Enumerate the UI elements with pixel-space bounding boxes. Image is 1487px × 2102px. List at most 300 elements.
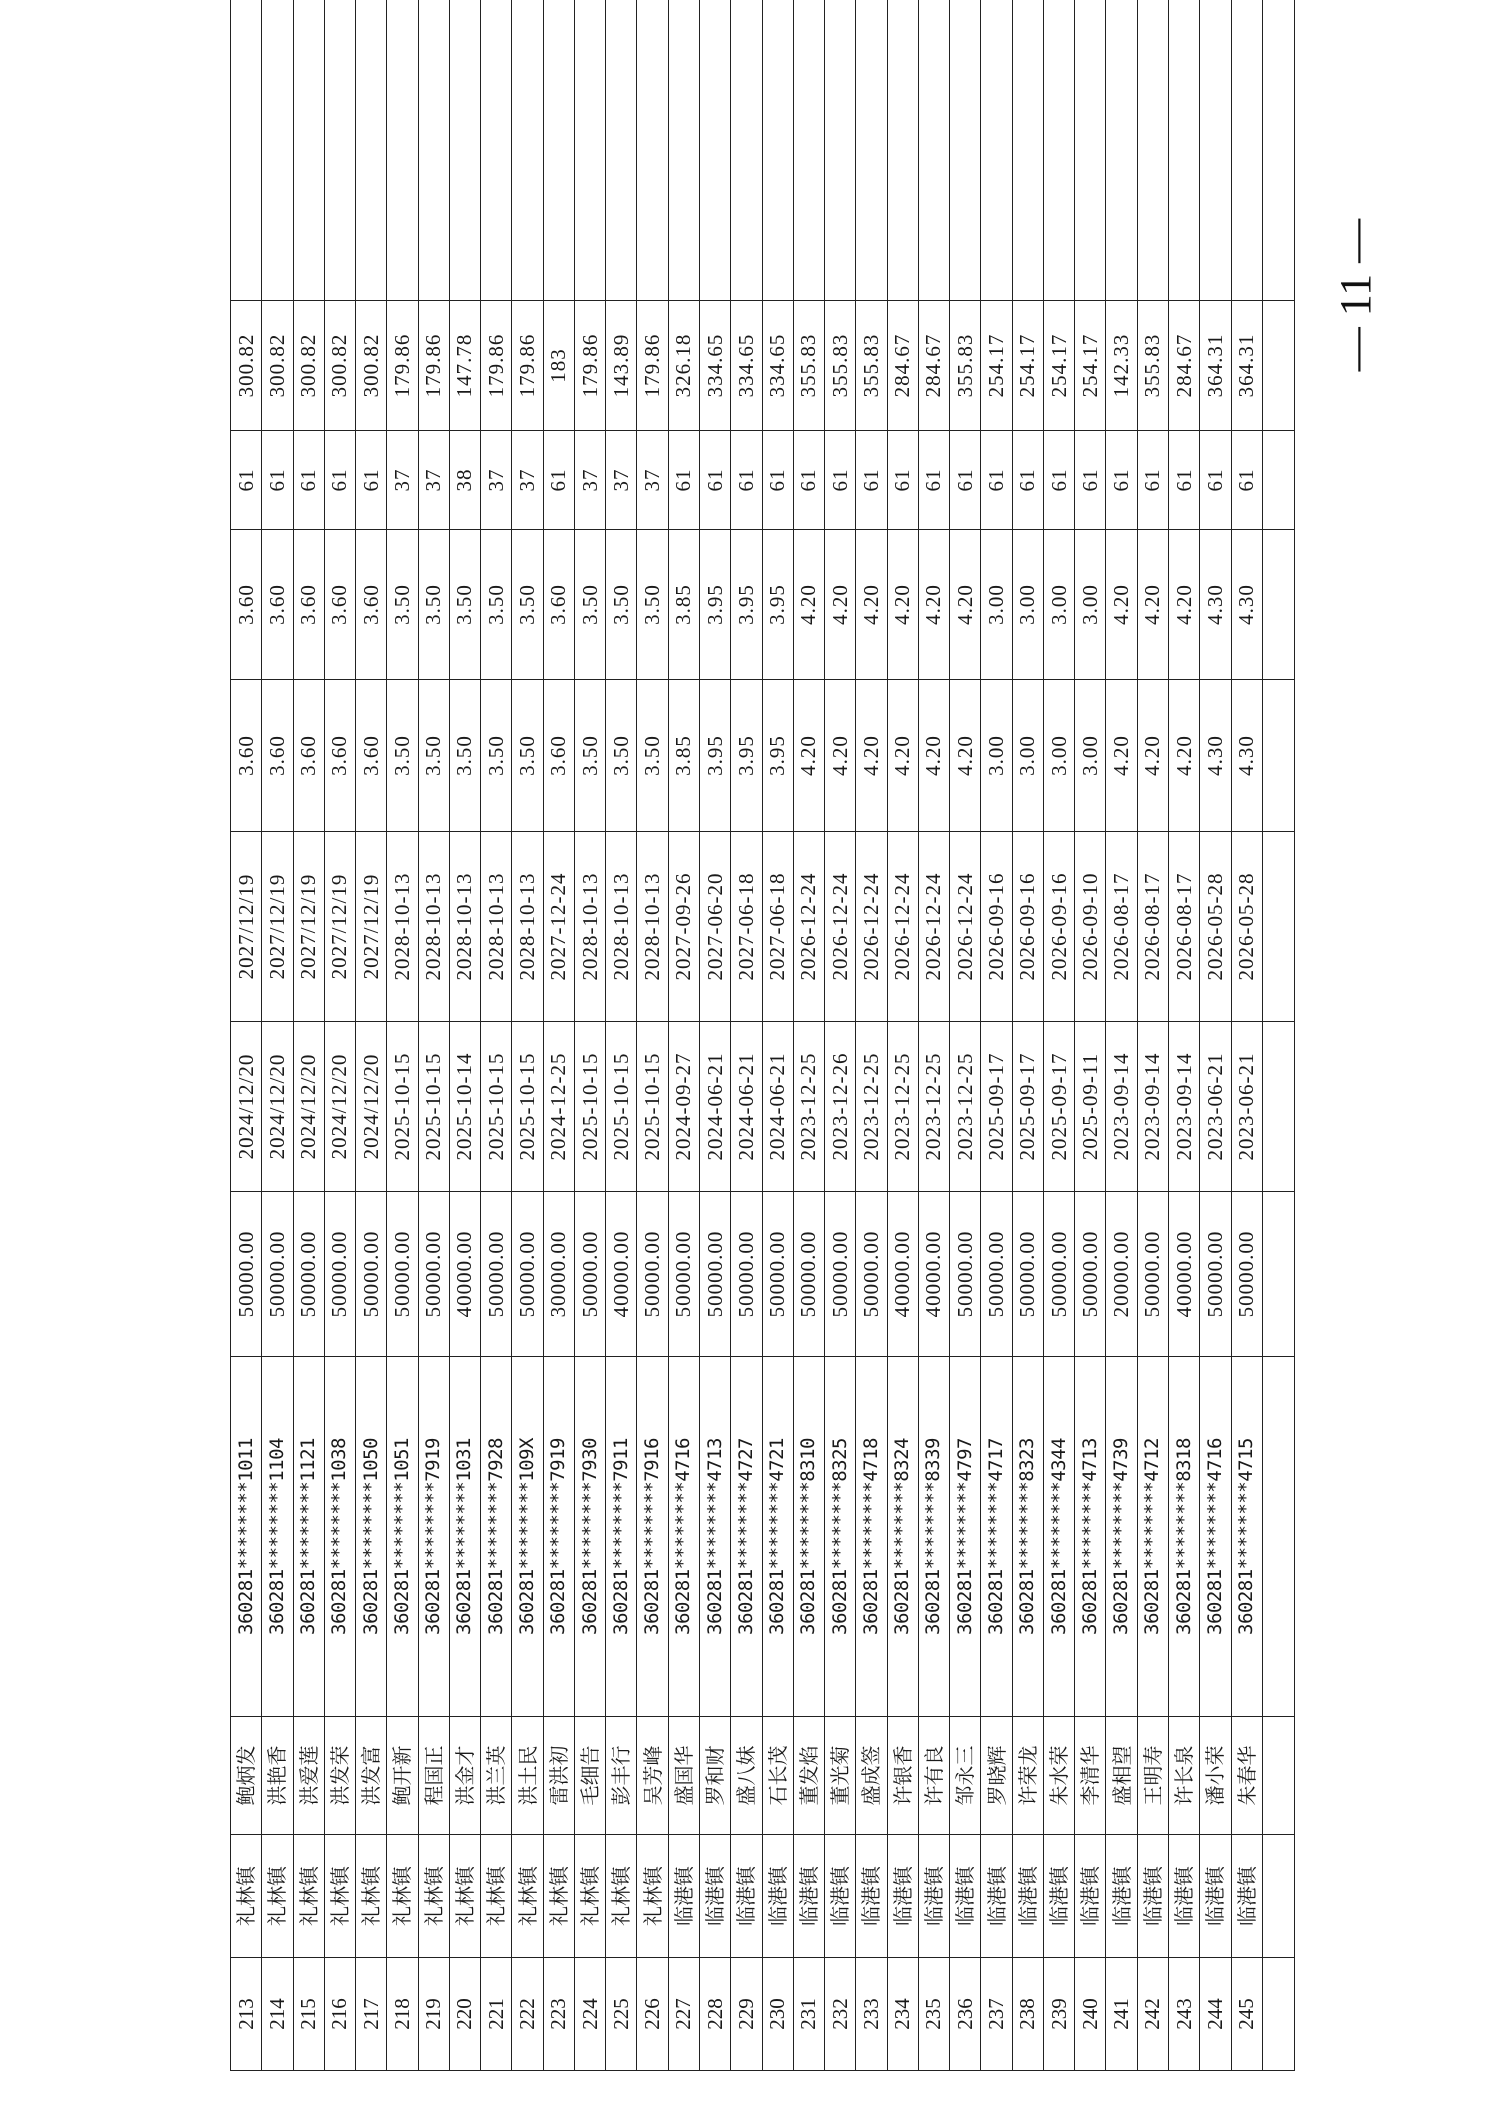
loan-amount-cell: 50000.00 [1043,1192,1074,1357]
end-date-cell: 2026-05-28 [1200,832,1231,1022]
row-number-cell: 217 [356,1958,387,2071]
subsidy-rate-cell: 3.95 [762,530,793,680]
name-cell: 许长泉 [1168,1717,1199,1835]
end-date-cell: 2026-09-16 [1012,832,1043,1022]
days-cell: 61 [918,431,949,530]
interest-cell: 254.17 [1075,301,1106,431]
rate-cell: 3.60 [262,680,293,832]
rate-cell: 4.20 [950,680,981,832]
row-number-cell: 226 [637,1958,668,2071]
row-number-cell: 225 [606,1958,637,2071]
id-number-cell: 360281********4715 [1231,1357,1262,1717]
days-cell: 61 [699,431,730,530]
empty-cell [793,0,824,301]
interest-cell: 334.65 [699,301,730,431]
loan-amount-cell: 50000.00 [1012,1192,1043,1357]
end-date-cell: 2026-12-24 [950,832,981,1022]
table-row [981,0,1012,2071]
days-cell: 37 [387,431,418,530]
start-date-cell: 2024-06-21 [762,1022,793,1192]
rate-cell: 3.50 [481,680,512,832]
name-cell: 洪土民 [512,1717,543,1835]
empty-cell [1262,680,1294,832]
interest-cell: 364.31 [1200,301,1231,431]
town-cell: 临港镇 [918,1835,949,1958]
table-row [825,0,856,2071]
town-cell: 临港镇 [1043,1835,1074,1958]
id-number-cell: 360281********4713 [699,1357,730,1717]
interest-cell: 334.65 [762,301,793,431]
start-date-cell: 2023-12-25 [856,1022,887,1192]
empty-cell [1262,1357,1294,1717]
row-number-cell: 233 [856,1958,887,2071]
days-cell: 61 [731,431,762,530]
table-row [793,0,824,2071]
name-cell: 盛八妹 [731,1717,762,1835]
rate-cell: 3.00 [1043,680,1074,832]
interest-cell: 300.82 [293,301,324,431]
days-cell: 61 [1012,431,1043,530]
days-cell: 61 [262,431,293,530]
days-cell: 61 [1200,431,1231,530]
subsidy-rate-cell: 3.50 [481,530,512,680]
table-row [856,0,887,2071]
start-date-cell: 2025-10-15 [512,1022,543,1192]
start-date-cell: 2024-06-21 [699,1022,730,1192]
table-row [699,0,730,2071]
end-date-cell: 2027/12/19 [356,832,387,1022]
rate-cell: 3.60 [324,680,355,832]
name-cell: 洪发富 [356,1717,387,1835]
table-row [1168,0,1199,2071]
town-cell: 临港镇 [1012,1835,1043,1958]
row-number-cell: 241 [1106,1958,1137,2071]
rate-cell: 3.50 [606,680,637,832]
start-date-cell: 2025-10-15 [387,1022,418,1192]
id-number-cell: 360281********7928 [481,1357,512,1717]
town-cell: 礼林镇 [606,1835,637,1958]
town-cell: 临港镇 [793,1835,824,1958]
id-number-cell: 360281********4727 [731,1357,762,1717]
name-cell: 王明寿 [1137,1717,1168,1835]
interest-cell: 300.82 [324,301,355,431]
loan-amount-cell: 50000.00 [793,1192,824,1357]
interest-cell: 254.17 [1043,301,1074,431]
loan-amount-cell: 40000.00 [606,1192,637,1357]
end-date-cell: 2027-06-18 [762,832,793,1022]
name-cell: 彭丰行 [606,1717,637,1835]
subsidy-rate-cell: 4.20 [950,530,981,680]
interest-cell: 143.89 [606,301,637,431]
rate-cell: 3.60 [356,680,387,832]
start-date-cell: 2024-09-27 [668,1022,699,1192]
name-cell: 程国正 [418,1717,449,1835]
table-row [950,0,981,2071]
id-number-cell: 360281********8318 [1168,1357,1199,1717]
row-number-cell: 235 [918,1958,949,2071]
start-date-cell: 2023-12-25 [793,1022,824,1192]
start-date-cell: 2025-10-14 [449,1022,480,1192]
interest-cell: 300.82 [262,301,293,431]
subsidy-rate-cell: 3.60 [356,530,387,680]
end-date-cell: 2026-12-24 [887,832,918,1022]
interest-cell: 284.67 [1168,301,1199,431]
name-cell: 许银香 [887,1717,918,1835]
loan-amount-cell: 50000.00 [825,1192,856,1357]
start-date-cell: 2025-09-17 [1043,1022,1074,1192]
name-cell: 吴芳峰 [637,1717,668,1835]
subsidy-rate-cell: 3.50 [418,530,449,680]
id-number-cell: 360281********8325 [825,1357,856,1717]
subsidy-rate-cell: 4.20 [1137,530,1168,680]
name-cell: 洪艳香 [262,1717,293,1835]
days-cell: 37 [481,431,512,530]
name-cell: 盛国华 [668,1717,699,1835]
subsidy-rate-cell: 4.30 [1200,530,1231,680]
start-date-cell: 2025-10-15 [637,1022,668,1192]
subsidy-rate-cell: 4.20 [825,530,856,680]
end-date-cell: 2028-10-13 [481,832,512,1022]
end-date-cell: 2028-10-13 [387,832,418,1022]
rate-cell: 4.20 [1137,680,1168,832]
interest-cell: 179.86 [481,301,512,431]
rate-cell: 3.60 [231,680,262,832]
days-cell: 37 [512,431,543,530]
empty-cell [293,0,324,301]
interest-cell: 183 [543,301,574,431]
end-date-cell: 2028-10-13 [512,832,543,1022]
subsidy-rate-cell: 4.20 [918,530,949,680]
id-number-cell: 360281********1011 [231,1357,262,1717]
days-cell: 61 [856,431,887,530]
town-cell: 礼林镇 [481,1835,512,1958]
name-cell: 鲍炳发 [231,1717,262,1835]
days-cell: 61 [825,431,856,530]
start-date-cell: 2025-09-17 [1012,1022,1043,1192]
empty-cell [1262,1835,1294,1958]
start-date-cell: 2023-06-21 [1200,1022,1231,1192]
start-date-cell: 2023-12-25 [887,1022,918,1192]
end-date-cell: 2026-05-28 [1231,832,1262,1022]
end-date-cell: 2027-06-18 [731,832,762,1022]
days-cell: 61 [793,431,824,530]
town-cell: 礼林镇 [231,1835,262,1958]
row-number-cell: 222 [512,1958,543,2071]
table-row [574,0,605,2071]
id-number-cell: 360281********1050 [356,1357,387,1717]
rate-cell: 4.20 [825,680,856,832]
row-number-cell: 231 [793,1958,824,2071]
subsidy-rate-cell: 3.95 [731,530,762,680]
id-number-cell: 360281********1031 [449,1357,480,1717]
subsidy-rate-cell: 4.20 [856,530,887,680]
subsidy-rate-cell: 3.00 [1075,530,1106,680]
id-number-cell: 360281********1038 [324,1357,355,1717]
start-date-cell: 2023-09-14 [1106,1022,1137,1192]
days-cell: 61 [324,431,355,530]
empty-cell [606,0,637,301]
table-row [387,0,418,2071]
id-number-cell: 360281********7930 [574,1357,605,1717]
id-number-cell: 360281********4716 [1200,1357,1231,1717]
name-cell: 石长茂 [762,1717,793,1835]
loan-amount-cell: 20000.00 [1106,1192,1137,1357]
empty-cell [574,0,605,301]
end-date-cell: 2028-10-13 [574,832,605,1022]
page-number: — 11 — [1330,218,1380,372]
loan-amount-cell: 50000.00 [950,1192,981,1357]
end-date-cell: 2026-09-10 [1075,832,1106,1022]
name-cell: 潘小荣 [1200,1717,1231,1835]
loan-amount-cell: 50000.00 [387,1192,418,1357]
empty-cell [262,0,293,301]
subsidy-rate-cell: 3.85 [668,530,699,680]
loan-amount-cell: 50000.00 [1231,1192,1262,1357]
table-row [293,0,324,2071]
rate-cell: 4.20 [918,680,949,832]
town-cell: 礼林镇 [293,1835,324,1958]
interest-cell: 179.86 [387,301,418,431]
rate-cell: 3.95 [699,680,730,832]
row-number-cell: 215 [293,1958,324,2071]
empty-cell [950,0,981,301]
town-cell: 临港镇 [1137,1835,1168,1958]
row-number-cell: 240 [1075,1958,1106,2071]
interest-cell: 355.83 [950,301,981,431]
town-cell: 临港镇 [1168,1835,1199,1958]
subsidy-rate-cell: 3.60 [293,530,324,680]
town-cell: 临港镇 [856,1835,887,1958]
start-date-cell: 2023-06-21 [1231,1022,1262,1192]
empty-cell [1137,0,1168,301]
interest-cell: 355.83 [825,301,856,431]
table-row [1043,0,1074,2071]
id-number-cell: 360281********8324 [887,1357,918,1717]
interest-cell: 179.86 [512,301,543,431]
empty-cell [512,0,543,301]
interest-cell: 284.67 [887,301,918,431]
end-date-cell: 2027/12/19 [293,832,324,1022]
loan-amount-cell: 50000.00 [856,1192,887,1357]
id-number-cell: 360281********1121 [293,1357,324,1717]
row-number-cell: 214 [262,1958,293,2071]
empty-cell [1012,0,1043,301]
days-cell: 61 [1231,431,1262,530]
id-number-cell: 360281********8339 [918,1357,949,1717]
subsidy-rate-cell: 3.50 [449,530,480,680]
days-cell: 61 [293,431,324,530]
subsidy-rate-cell: 3.00 [981,530,1012,680]
row-number-cell: 244 [1200,1958,1231,2071]
name-cell: 邹永三 [950,1717,981,1835]
empty-cell [1106,0,1137,301]
start-date-cell: 2025-10-15 [606,1022,637,1192]
loan-amount-cell: 50000.00 [293,1192,324,1357]
row-number-cell: 239 [1043,1958,1074,2071]
empty-cell [1262,530,1294,680]
interest-cell: 142.33 [1106,301,1137,431]
rate-cell: 4.30 [1200,680,1231,832]
town-cell: 临港镇 [950,1835,981,1958]
interest-cell: 355.83 [856,301,887,431]
town-cell: 礼林镇 [324,1835,355,1958]
town-cell: 礼林镇 [387,1835,418,1958]
row-number-cell: 219 [418,1958,449,2071]
row-number-cell: 223 [543,1958,574,2071]
days-cell: 37 [418,431,449,530]
rate-cell: 3.60 [293,680,324,832]
id-number-cell: 360281********4718 [856,1357,887,1717]
empty-cell [1262,1717,1294,1835]
rate-cell: 3.00 [1012,680,1043,832]
row-number-cell: 228 [699,1958,730,2071]
end-date-cell: 2027-09-26 [668,832,699,1022]
end-date-cell: 2028-10-13 [606,832,637,1022]
rate-cell: 3.00 [1075,680,1106,832]
town-cell: 临港镇 [887,1835,918,1958]
empty-cell [1262,1192,1294,1357]
id-number-cell: 360281********4716 [668,1357,699,1717]
loan-amount-cell: 50000.00 [699,1192,730,1357]
empty-cell [1168,0,1199,301]
rate-cell: 3.50 [574,680,605,832]
end-date-cell: 2027/12/19 [324,832,355,1022]
start-date-cell: 2024/12/20 [262,1022,293,1192]
loan-amount-cell: 50000.00 [1137,1192,1168,1357]
name-cell: 盛相望 [1106,1717,1137,1835]
table-row [637,0,668,2071]
table-row [1137,0,1168,2071]
days-cell: 61 [981,431,1012,530]
id-number-cell: 360281********4717 [981,1357,1012,1717]
row-number-cell: 220 [449,1958,480,2071]
table-row [512,0,543,2071]
rate-cell: 3.00 [981,680,1012,832]
loan-amount-cell: 50000.00 [481,1192,512,1357]
town-cell: 临港镇 [731,1835,762,1958]
interest-cell: 326.18 [668,301,699,431]
subsidy-rate-cell: 3.60 [231,530,262,680]
end-date-cell: 2027-06-20 [699,832,730,1022]
name-cell: 朱春华 [1231,1717,1262,1835]
name-cell: 董光菊 [825,1717,856,1835]
empty-cell [418,0,449,301]
days-cell: 37 [574,431,605,530]
rate-cell: 3.50 [387,680,418,832]
row-number-cell: 224 [574,1958,605,2071]
empty-cell [637,0,668,301]
row-number-cell: 218 [387,1958,418,2071]
empty-cell [231,0,262,301]
empty-cell [324,0,355,301]
subsidy-rate-cell: 3.50 [512,530,543,680]
rate-cell: 3.50 [449,680,480,832]
empty-cell [1262,832,1294,1022]
row-number-cell: 236 [950,1958,981,2071]
name-cell: 盛成签 [856,1717,887,1835]
interest-cell: 355.83 [1137,301,1168,431]
loan-amount-cell: 50000.00 [231,1192,262,1357]
empty-cell [1231,0,1262,301]
end-date-cell: 2026-12-24 [856,832,887,1022]
empty-cell [1262,1022,1294,1192]
name-cell: 许荣龙 [1012,1717,1043,1835]
empty-cell [668,0,699,301]
row-number-cell: 237 [981,1958,1012,2071]
table-row [918,0,949,2071]
id-number-cell: 360281********4344 [1043,1357,1074,1717]
table-row [887,0,918,2071]
id-number-cell: 360281********4713 [1075,1357,1106,1717]
rate-cell: 4.20 [887,680,918,832]
days-cell: 61 [1075,431,1106,530]
loan-amount-cell: 50000.00 [324,1192,355,1357]
rotated-table-wrapper [230,157,1262,2071]
name-cell: 毛细告 [574,1717,605,1835]
rate-cell: 3.85 [668,680,699,832]
rate-cell: 4.20 [793,680,824,832]
rate-cell: 3.95 [762,680,793,832]
start-date-cell: 2024/12/20 [293,1022,324,1192]
table-row [762,0,793,2071]
empty-cell [981,0,1012,301]
town-cell: 礼林镇 [512,1835,543,1958]
interest-cell: 300.82 [356,301,387,431]
subsidy-rate-cell: 4.20 [1106,530,1137,680]
rate-cell: 4.20 [856,680,887,832]
empty-cell [1262,1958,1294,2071]
rate-cell: 3.50 [418,680,449,832]
start-date-cell: 2024/12/20 [324,1022,355,1192]
name-cell: 罗晓辉 [981,1717,1012,1835]
loan-amount-cell: 50000.00 [1200,1192,1231,1357]
name-cell: 洪发荣 [324,1717,355,1835]
empty-cell [449,0,480,301]
empty-cell [1200,0,1231,301]
interest-cell: 179.86 [418,301,449,431]
days-cell: 61 [231,431,262,530]
row-number-cell: 229 [731,1958,762,2071]
start-date-cell: 2025-10-15 [481,1022,512,1192]
end-date-cell: 2026-12-24 [793,832,824,1022]
loan-amount-cell: 50000.00 [762,1192,793,1357]
end-date-cell: 2027-12-24 [543,832,574,1022]
empty-cell [387,0,418,301]
subsidy-rate-cell: 3.60 [324,530,355,680]
empty-cell [856,0,887,301]
id-number-cell: 360281********4712 [1137,1357,1168,1717]
empty-cell [543,0,574,301]
id-number-cell: 360281********109X [512,1357,543,1717]
end-date-cell: 2026-12-24 [825,832,856,1022]
name-cell: 洪爱莲 [293,1717,324,1835]
interest-cell: 179.86 [574,301,605,431]
subsidy-rate-cell: 3.00 [1043,530,1074,680]
start-date-cell: 2025-10-15 [574,1022,605,1192]
subsidy-rate-cell: 4.20 [887,530,918,680]
name-cell: 洪兰英 [481,1717,512,1835]
name-cell: 朱水荣 [1043,1717,1074,1835]
table-row [262,0,293,2071]
name-cell: 洪金才 [449,1717,480,1835]
name-cell: 李清华 [1075,1717,1106,1835]
table-row [1106,0,1137,2071]
table-row [543,0,574,2071]
days-cell: 61 [543,431,574,530]
table-row [449,0,480,2071]
id-number-cell: 360281********7919 [543,1357,574,1717]
table-row [1200,0,1231,2071]
